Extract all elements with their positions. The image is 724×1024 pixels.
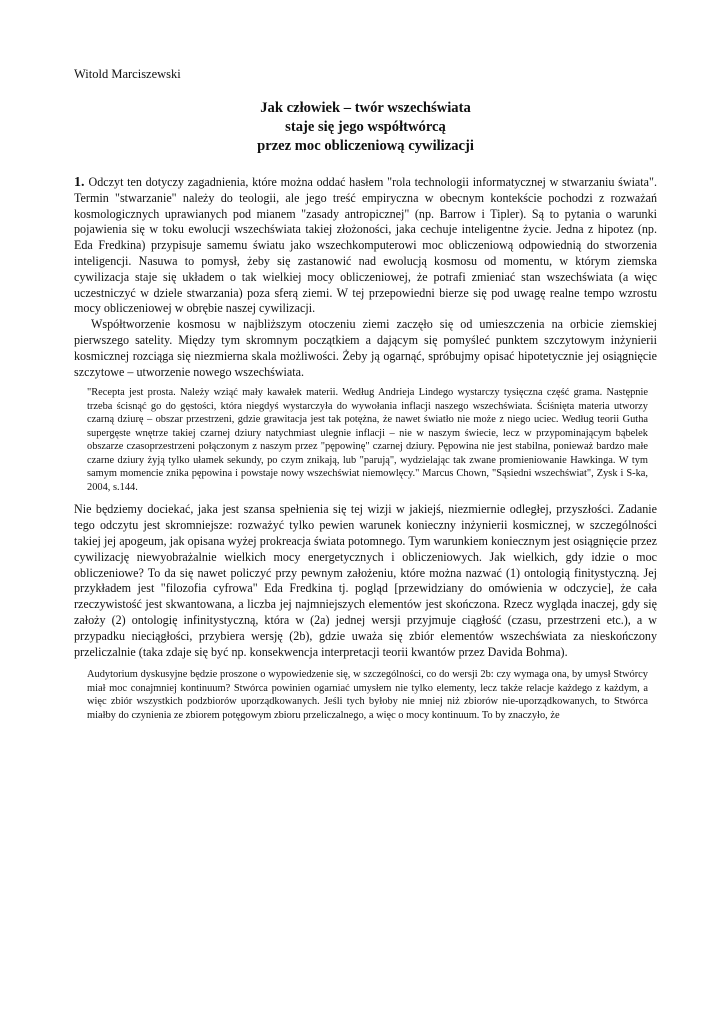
title-line-1: Jak człowiek – twór wszechświata	[260, 100, 471, 116]
section-1-paragraph-2: Współtworzenie kosmosu w najbliższym otoczeniu ziemi zaczęło się od umieszczenia na orbicie ziemskiej pierwszego satelity. Między tym skromnym początkiem a dającym się pomyśleć punktem szczytowym inżynierii kosmicznej rozciąga się niezmierna skala możliwości. Żeby ją ogarnąć, spróbujmy opisać hipotetycznie jej osiągnięcie szczytowe – utworzenie nowego wszechświata.	[74, 317, 657, 379]
paragraph-3: Nie będziemy dociekać, jaka jest szansa spełnienia się tej wizji w jakiejś, niezmiernie odległej, przyszłości. Zadanie tego odczytu jest skromniejsze: rozważyć tylko pewien warunek konieczny inżynierii kosmicznej, w szczególności takiej jej apogeum, jak opisana wyżej prokreacja świata potomnego. Tym warunkiem koniecznym jest osiągnięcie przez cywilizację niewyobrażalnie wielkich mocy energetycznych i obliczeniowych. Jak wielkich, gdy idzie o moc obliczeniowe? To da się nawet policzyć przy pewnym założeniu, które można nazwać (1) ontologią finitystyczną. Jej przykładem jest "filozofia cyfrowa" Eda Fredkina tj. pogląd [przewidziany do omówienia w odczycie], że cała rzeczywistość jest skwantowana, a liczba jej najmniejszych elementów jest skończona. Rzecz wygląda inaczej, gdy się założy (2) ontologię infinitystyczną, która w (2a) jednej wersji przyjmuje ciągłość (czasu, przestrzeni etc.), a w przypadku nieciągłości, przybiera wersję (2b), gdzie uważa się zbiór elementów wszechświata za nieskończony przeliczalnie (taka zdaje się być np. konsekwencja interpretacji teorii kwantów przez Davida Bohma).	[74, 502, 657, 659]
block-quote: "Recepta jest prosta. Należy wziąć mały kawałek materii. Według Andrieja Lindego wystarczy tysięczna część grama. Następnie trzeba ścisnąć go do gęstości, która niegdyś wystarczyła do wywołania inflacji naszego wszechświata. Ściśnięta materia utworzy czarną dziurę – obszar przestrzeni, gdzie grawitacja jest tak potężna, że nawet światło nie może z niego uciec. Według teorii Gutha supergęste wnętrze takiej czarnej dziury natychmiast ulegnie inflacji – nie w naszym świecie, lecz w przypominającym bąbelek obszarze czasoprzestrzeni połączonym z naszym przez "pępowinę" czarnej dziury. Pępowina nie jest stabilna, ponieważ bardzo małe czarne dziury żyją tylko ułamek sekundy, po czym znikają, lub "parują", wydzielając tak zwane promieniowanie Hawkinga. W tym samym momencie znika pępowina i powstaje nowy wszechświat niemowlęcy." Marcus Chown, "Sąsiedni wszechświat", Zysk i S-ka, 2004, s.144.	[87, 387, 648, 493]
section-number: 1.	[74, 175, 85, 190]
paragraph-1-text: Odczyt ten dotyczy zagadnienia, które można oddać hasłem "rola technologii informatycznej w stwarzaniu świata". Termin "stwarzanie" należy do teologii, ale jego treść empiryczna w obecnym kontekście pochodzi z rozważań kosmologicznych uprawianych pod mianem "zasady antropicznej" (np. Barrow i Tipler). Są to pytania o warunki pojawienia się w toku ewolucji wszechświata takiej złożoności, jaka cechuje inteligentne życie. Jedna z hipotez (np. Eda Fredkina) przypisuje samemu światu jako wszechkomputerowi moc obliczeniową odpowiednią do stworzenia inteligencji. Nasuwa to pomysł, żeby się zastanowić nad ewolucją kosmosu od momentu, w którym ziemska cywilizacja staje się układem o tak wielkiej mocy obliczeniowej, że potrafi zmieniać stan wszechświata (a więc uczestniczyć w dziele stwarzania) poza sferą ziemi. W tej przepowiedni bierze się pod uwagę realne tempo wzrostu mocy obliczeniowej w obrębie naszej cywilizacji.	[74, 175, 657, 316]
paragraph-4: Audytorium dyskusyjne będzie proszone o wypowiedzenie się, w szczególności, co do wersji 2b: czy wymaga ona, by umysł Stwórcy miał moc conajmniej kontinuum? Stwórca powinien ogarniać umysłem nie tylko elementy, lecz także relacje każdego z każdym, a więc zbiór wszystkich podzbiorów uporządkowanych. Jeśli tych byłoby nie mniej niż zbiorów nie-uporządkowanych, to Stwórca miałby do czynienia ze zbiorem potęgowym zbioru przeliczalnego, a więc o mocy kontinuum. To by znaczyło, że	[87, 669, 648, 721]
paper-title	[74, 99, 657, 156]
title-line-2: staje się jego współtwórcą	[285, 119, 446, 135]
title-line-3: przez moc obliczeniową cywilizacji	[257, 138, 474, 154]
paper-page	[74, 66, 657, 722]
author-name: Witold Marciszewski	[74, 67, 181, 81]
section-1-paragraph-1	[74, 175, 657, 317]
